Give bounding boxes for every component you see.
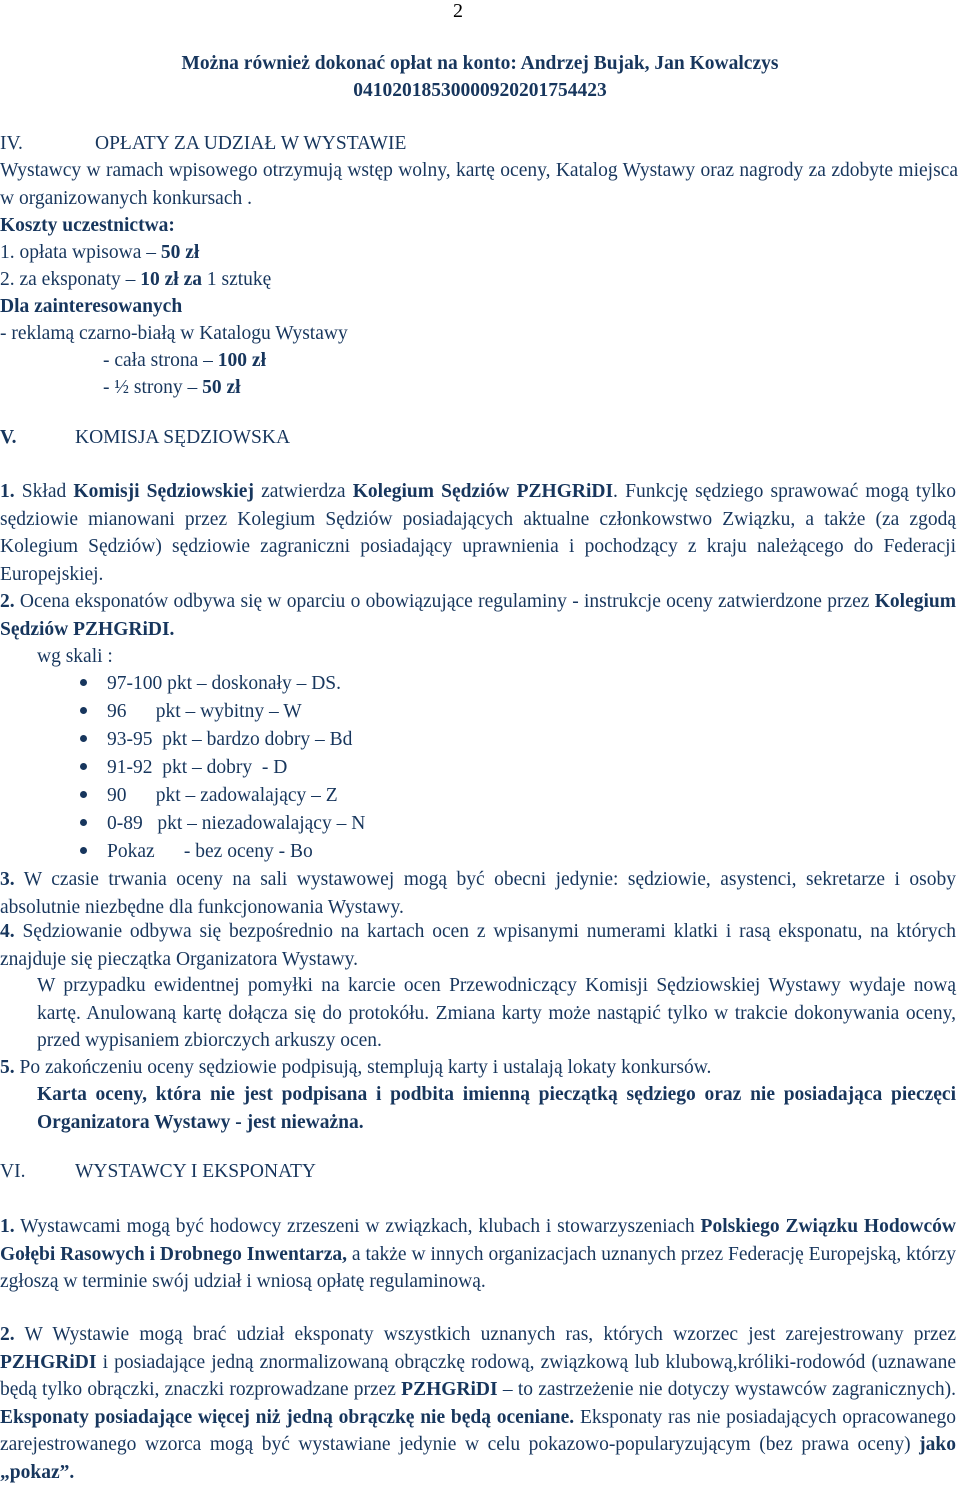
exhibit-fee bbox=[0, 266, 271, 294]
paragraph-number: 2. bbox=[0, 591, 15, 612]
page-number: 2 bbox=[453, 0, 463, 22]
paragraph-number: 4. bbox=[0, 921, 15, 942]
paragraph-text: Eksponaty ras nie posiadających opracowanego zarejestrowanego wzorca mogą być wystawiane jedynie w celu pokazowo-popularyzującym (bez prawa oceny) bbox=[0, 1406, 957, 1455]
paragraph-number: 2. bbox=[0, 1324, 15, 1345]
paragraph-text: Wystawcami mogą być hodowcy zrzeszeni w związkach, klubach i stowarzyszeniach bbox=[14, 1216, 701, 1237]
ad-full-page-label: - cała strona – bbox=[103, 350, 218, 371]
paragraph-text: i posiadające jedną znormalizowaną obrączkę rodową, związkową lub klubową,króliki-rodowód (uznawane będą tylko obrączki, znaczki rozprowadzane przez bbox=[0, 1351, 956, 1400]
paragraph-bold-text: PZHGRiDI bbox=[0, 1351, 97, 1373]
paragraph-text: Po zakończeniu oceny sędziowie podpisują, stemplują karty i ustalają lokaty konkursów. bbox=[14, 1057, 712, 1078]
section-v-paragraph-1 bbox=[0, 478, 956, 588]
paragraph-bold-text: Komisji Sędziowskiej bbox=[73, 481, 254, 502]
grade-item: 97-100 pkt – doskonały – DS. bbox=[107, 673, 341, 694]
paragraph-number: 1. bbox=[0, 1216, 15, 1237]
paragraph-number: 1. bbox=[0, 481, 15, 502]
fee-entry bbox=[0, 239, 199, 267]
exhibit-fee-unit: 1 sztukę bbox=[202, 269, 272, 290]
paragraph-text: . Funkcję sędziego sprawować mogą tylko sędziowie mianowani przez Kolegium Sędziów posiadających aktualne członkowstwo Związku, a także (za zgodą Kolegium Sędziów) sędziowie zagraniczni posiadający uprawnienia i pochodzący z kraju należącego do Federacji Europejskiej. bbox=[0, 481, 957, 585]
paragraph-text: a także w innych organizacjach uznanych przez Federację Europejską, którzy zgłoszą w terminie swój udział i wniosą opłatę regulaminową. bbox=[0, 1243, 957, 1292]
paragraph-text: Ocena eksponatów odbywa się w oparciu o obowiązujące regulaminy - instrukcje oceny zatwierdzone przez bbox=[14, 591, 875, 612]
section-vi-number: VI. bbox=[0, 1161, 26, 1182]
paragraph-text: Sędziowanie odbywa się bezpośrednio na kartach ocen z wpisanymi numerami klatki i rasą eksponatu, na których znajduje się pieczątka Organizatora Wystawy. bbox=[0, 921, 956, 970]
section-v-number: V. bbox=[0, 427, 17, 448]
bullet-icon bbox=[80, 763, 87, 770]
interested-label: Dla zainteresowanych bbox=[0, 296, 183, 317]
section-v-paragraph-4 bbox=[0, 918, 956, 973]
section-iv-title: OPŁATY ZA UDZIAŁ W WYSTAWIE bbox=[95, 133, 407, 154]
exhibit-fee-amount: 10 zł za bbox=[140, 269, 202, 290]
paragraph-bold-text: jako „pokaz”. bbox=[0, 1434, 956, 1483]
paragraph-text: W czasie trwania oceny na sali wystawowej mogą być obecni jedynie: sędziowie, asystenci, sekretarze i osoby absolutnie niezbędne dla funkcjonowania Wystawy. bbox=[0, 869, 956, 918]
paragraph-text: W Wystawie mogą brać udział eksponaty wszystkich uznanych ras, których wzorzec jest zarejestrowany przez bbox=[14, 1324, 956, 1345]
paragraph-text: Skład bbox=[14, 481, 74, 502]
ad-half-page-amount: 50 zł bbox=[202, 377, 241, 398]
ad-half-page bbox=[103, 374, 241, 402]
ad-half-page-label: - ½ strony – bbox=[103, 377, 203, 398]
section-iv-number: IV. bbox=[0, 133, 23, 154]
paragraph-bold-text: Eksponaty posiadające więcej niż jedną obrączkę nie będą oceniane. bbox=[0, 1406, 575, 1428]
section-vi-paragraph-2 bbox=[0, 1321, 956, 1486]
grade-item: 0-89 pkt – niezadowalający – N bbox=[107, 813, 366, 834]
grade-item: 90 pkt – zadowalający – Z bbox=[107, 785, 338, 806]
grade-item: 93-95 pkt – bardzo dobry – Bd bbox=[107, 729, 353, 750]
account-number: 04102018530000920201754423 bbox=[353, 80, 607, 101]
ad-label: - reklamą czarno-białą w Katalogu Wystawy bbox=[0, 323, 348, 344]
paragraph-bold-text: Polskiego Związku Hodowców Gołębi Rasowych i Drobnego Inwentarza, bbox=[0, 1216, 956, 1265]
fee-entry-amount: 50 zł bbox=[160, 242, 200, 263]
paragraph-text: zatwierdza bbox=[253, 481, 353, 502]
bullet-icon bbox=[80, 707, 87, 714]
invalid-card-notice: Karta oceny, która nie jest podpisana i podbita imienną pieczątką sędziego oraz nie posiadająca pieczęci Organizatora Wystawy - jest nieważna. bbox=[37, 1084, 956, 1133]
grading-scale-label: wg skali : bbox=[37, 646, 113, 667]
payment-account-note: Można również dokonać opłat na konto: Andrzej Bujak, Jan Kowalczys bbox=[181, 53, 779, 74]
ad-full-page-amount: 100 zł bbox=[217, 350, 266, 371]
grade-item: 91-92 pkt – dobry - D bbox=[107, 757, 288, 778]
section-v-paragraph-3 bbox=[0, 866, 956, 921]
exhibit-fee-label: 2. za eksponaty – bbox=[0, 269, 141, 290]
bullet-icon bbox=[80, 791, 87, 798]
section-v-paragraph-2 bbox=[0, 588, 956, 643]
fee-entry-label: 1. opłata wpisowa – bbox=[0, 242, 161, 263]
bullet-icon bbox=[80, 735, 87, 742]
paragraph-bold-text: PZHGRiDI bbox=[401, 1379, 498, 1400]
costs-label: Koszty uczestnictwa: bbox=[0, 215, 175, 236]
section-iv-intro: Wystawcy w ramach wpisowego otrzymują wstęp wolny, kartę oceny, Katalog Wystawy oraz nagrody za zdobyte miejsca w organizowanych konkursach . bbox=[0, 160, 958, 209]
paragraph-number: 3. bbox=[0, 869, 15, 890]
grade-item: Pokaz - bez oceny - Bo bbox=[107, 841, 313, 862]
bullet-icon bbox=[80, 847, 87, 854]
paragraph-number: 5. bbox=[0, 1057, 15, 1078]
ad-full-page bbox=[103, 347, 266, 375]
section-v-title: KOMISJA SĘDZIOWSKA bbox=[75, 427, 291, 448]
paragraph-bold-text: Kolegium Sędziów PZHGRiDI. bbox=[0, 591, 956, 640]
section-v-paragraph-5 bbox=[0, 1054, 956, 1082]
section-vi-title: WYSTAWCY I EKSPONATY bbox=[75, 1161, 316, 1182]
section-v-paragraph-4-continued: W przypadku ewidentnej pomyłki na karcie ocen Przewodniczący Komisji Sędziowskiej Wystawy wydaje nową kartę. Anulowaną kartę dołącza się do protokółu. Zmiana karty może nastąpić tylko w trakcie dokonywania oceny, przed wypisaniem zbiorczych arkuszy ocen. bbox=[37, 975, 956, 1051]
section-vi-paragraph-1 bbox=[0, 1213, 956, 1296]
bullet-icon bbox=[80, 679, 87, 686]
grade-item: 96 pkt – wybitny – W bbox=[107, 701, 302, 722]
bullet-icon bbox=[80, 819, 87, 826]
paragraph-text: – to zastrzeżenie nie dotyczy wystawców zagranicznych). bbox=[497, 1379, 956, 1400]
paragraph-bold-text: Kolegium Sędziów PZHGRiDI bbox=[352, 481, 614, 502]
